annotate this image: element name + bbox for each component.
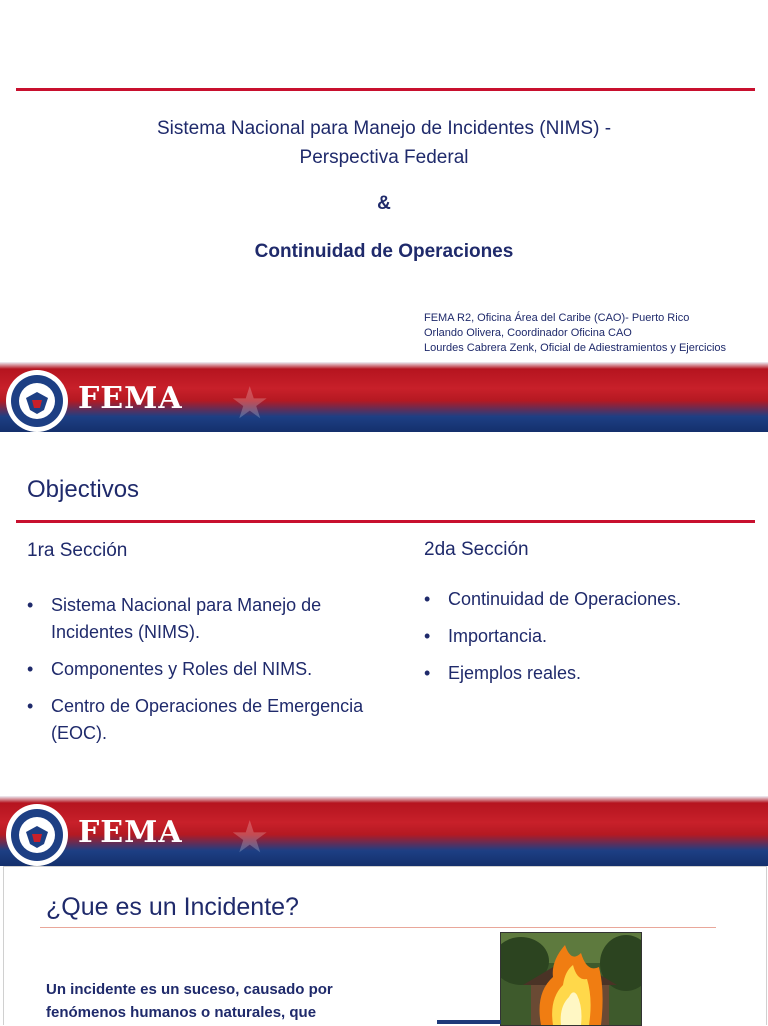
star-icon: ★ [230,379,270,428]
slide1-credits [424,311,726,356]
list-item: • Centro de Operaciones de Emergencia (EOC). [27,693,367,747]
slide3-rule [40,927,716,928]
slide1-title [60,114,708,172]
slide1-title-line2: Perspectiva Federal [299,147,469,168]
star-icon: ★ [230,813,270,862]
fema-banner [0,362,768,432]
credit-line: Orlando Olivera, Coordinador Oficina CAO [424,327,632,339]
body-line: Un incidente es un suceso, causado por [46,981,333,998]
house-fire-photo [500,932,642,1026]
section1-list [27,592,367,757]
list-item: • Componentes y Roles del NIMS. [27,656,367,683]
fema-logo-text: FEMA [78,381,183,416]
credit-line: Lourdes Cabrera Zenk, Oficial de Adiestramientos y Ejercicios [424,342,727,354]
list-item: • Continuidad de Operaciones. [424,586,754,613]
fema-banner [0,796,768,866]
fire-image-icon [501,933,641,1025]
slide1-ampersand: & [377,193,391,214]
list-item: • Ejemplos reales. [424,660,754,687]
section2-heading: 2da Sección [424,539,529,560]
dhs-seal-icon [4,802,70,866]
slide3-title: ¿Que es un Incidente? [46,893,299,921]
slide2-red-rule [16,520,755,523]
slide1-title-line1: Sistema Nacional para Manejo de Incidentes (NIMS) - [156,118,612,139]
section2-list [424,586,754,697]
list-item: • Importancia. [424,623,754,650]
dhs-seal-icon [4,368,70,432]
slide3-accent-bar [437,1020,501,1024]
list-item: • Sistema Nacional para Manejo de Incidentes (NIMS). [27,592,367,646]
slide2-title: Objectivos [27,476,140,503]
slide1-subtitle: Continuidad de Operaciones [254,241,514,262]
fema-logo-text: FEMA [78,815,183,850]
top-red-rule [16,88,755,91]
slide3-body [46,978,333,1024]
section1-heading: 1ra Sección [27,540,128,561]
body-line: fenómenos humanos o naturales, que [46,1004,317,1021]
credit-line: FEMA R2, Oficina Área del Caribe (CAO)- Puerto Rico [424,312,690,324]
